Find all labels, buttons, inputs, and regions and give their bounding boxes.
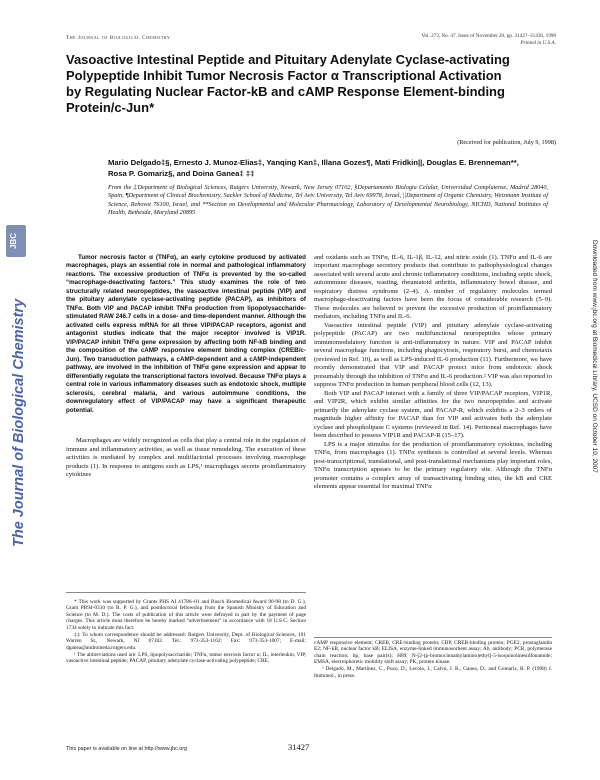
- body-paragraph: Both VIP and PACAP interact with a family of three VIP/PACAP receptors, VIP1R, and VIP2R, which exhibit similar affinities for the two neuropeptides and activate primarily the adenylate cyclase system, and PACAP-R, which exhibits a 2–3 orders of magnitude higher affinity for PACAP than for VIP and activates both the adenylate cyclase and phospholipase C systems (reviewed in Ref. 14). Peritoneal macrophages have been described to possess VIP1R and PACAP-R (15–17).: [314, 389, 552, 440]
- author-list: Mario Delgado‡§, Ernesto J. Munoz-Elias‡, Yanqing Kan‡, Illana Gozes¶, Mati Fridkin||, Douglas E. Brenneman**, Rosa P. Gomariz§, and Doina Ganea‡ ‡‡: [108, 158, 519, 178]
- printed-in-line: Printed in U.S.A.: [520, 40, 556, 46]
- footnote-divider: [66, 592, 306, 593]
- affiliations: From the ‡Department of Biological Sciences, Rutgers University, Newark, New Jersey 07102, §Departamento Biologia Celular, Universidad Complutense, Madrid 28040, Spain, ¶Department of Clinical Biochemistry, Sackler School of Medicine, Tel Aviv University, Tel Aviv 69978, Israel, ||Department of Organic Chemistry, Weizmann Institute of Science, Rehovot 76100, Israel, and **Section on Developmental and Molecular Pharmacology, Laboratory of Developmental Neurobiology, NICHD, National Institutes of Health, Bethesda, Maryland 20895: [108, 184, 548, 217]
- journal-header: The Journal of Biological Chemistry: [66, 35, 171, 41]
- abbreviations-footnote: ¹ The abbreviations used are: LPS, lipopolysaccharide; TNFα, tumor necrosis factor α; IL, interleukin; VIP, vasoactive intestinal peptide; PACAP, pituitary adenylate cyclase-activating polypeptide; CRE,: [66, 651, 306, 665]
- body-paragraph: and oxidants such as TNFα, IL-6, IL-1β, IL-12, and nitric oxide (1). TNFα and IL-6 are important macrophage secretory products that contribute to pathophysiological changes associated with several acute and chronic inflammatory conditions, including septic shock, autoimmune diseases, wasting, rheumatoid arthritis, inflammatory bowel disease, and respiratory distress syndrome (2–4). A number of regulatory molecules termed macrophage-deactivating factors have been the focus of considerable research (5–9). These molecules are believed to prevent the excessive production of proinflammatory mediators, including TNFα and IL-6.: [314, 254, 552, 321]
- right-column: [314, 254, 552, 492]
- jbc-logo-text: JBC: [9, 232, 18, 250]
- correspondence-footnote: ‡‡ To whom correspondence should be addressed: Rutgers University, Dept. of Biological Sciences, 101 Warren St., Newark, NJ 07102. Tel.: 973-353-1162; Fax: 973-353-1007; E-mail: dganea@andromeda.rutgers.edu.: [66, 631, 306, 651]
- funding-footnote: * This work was supported by Grants PHS AI 41786–01 and Busch Biomedical Award 96-98 (to D. G.), Grant PB94-0310 (to R. P. G.), and postdoctoral fellowship from the Spanish Ministry of Education and Science (to M. D.). The costs of publication of this article were defrayed in part by the payment of page charges. This article must therefore be hereby marked “advertisement” in accordance with 18 U.S.C. Section 1734 solely to indicate this fact.: [66, 599, 306, 631]
- citation-block: [421, 33, 556, 47]
- download-notice: Downloaded from www.jbc.org at Biomedical Library, UCSD on October 10, 2007: [591, 240, 598, 473]
- abstract: Tumor necrosis factor α (TNFα), an early cytokine produced by activated macrophages, plays an essential role in normal and pathological inflammatory reactions. The excessive production of TNFα is prevented by the so-called “macrophage-deactivating factors.” This study examines the role of two structurally related neuropeptides, the vasoactive intestinal peptide (VIP) and the pituitary adenylate cyclase-activating peptide (PACAP), as inhibitors of TNFα. Both VIP and PACAP inhibit TNFα production from lipopolysaccharide-stimulated RAW 246.7 cells in a dose- and time-dependent manner. Although the activated cells express mRNA for all three VIP/PACAP receptors, agonist and antagonist studies indicate that the major receptor involved is VIP1R. VIP/PACAP inhibit TNFα gene expression by affecting both NF-kB binding and the composition of the cAMP responsive element binding complex (CREB/c-Jun). Two transduction pathways, a cAMP-dependent and a cAMP-independent pathway, are involved in the inhibition of TNFα gene expression and appear to differentially regulate the transcriptional factors involved. Because TNFα plays a central role in various inflammatory diseases such as endotoxic shock, multiple sclerosis, cerebral malaria, and various autoimmune conditions, the downregulatory effect of VIP/PACAP may have a significant therapeutic potential.: [66, 254, 306, 414]
- journal-name-vertical: The Journal of Biological Chemistry: [11, 298, 27, 547]
- right-footnotes: [314, 640, 552, 680]
- body-paragraph: LPS is a major stimulus for the production of proinflammatory cytokines, including TNFα, from macrophages (1). TNFα synthesis is controlled at several levels. Whereas post-transcriptional, translational, and post-translational mechanisms play important roles, TNFα transcription appears to be the primary regulatory site. Although the TNFα promoter contains a complex array of transactivating binding sites, the kB and CRE elements appear essential for maximal TNFα: [314, 440, 552, 491]
- left-footnotes: [66, 599, 306, 665]
- citation-line: Vol. 273, No. 47, Issue of November 20, pp. 31427–31436, 1998: [421, 33, 556, 39]
- body-paragraph: Vasoactive intestinal peptide (VIP) and pituitary adenylate cyclase-activating polypeptide (PACAP) are two multifunctional neuropeptides whose primary immunomodulatory function is anti-inflammatory in nature. VIP and PACAP inhibit several macrophage functions, including phagocytosis, respiratory burst, and chemotaxis (reviewed in Ref. 10), as well as LPS-induced IL-6 production (11). Furthermore, we have recently demonstrated that VIP and PACAP protect mice from endotoxic shock presumably through the inhibition of TNFα and IL-6 production.² VIP was also reported to suppress TNFα production in human peripheral blood cells (12, 13).: [314, 321, 552, 389]
- online-availability: This paper is available on line at http://www.jbc.org: [66, 746, 188, 752]
- journal-sidebar: [2, 225, 32, 555]
- download-sidebar: [584, 240, 598, 710]
- abbreviations-footnote-cont: cAMP responsive element; CREB, CRE-binding protein; CBP, CREB-binding protein; PGE2, prostaglandin E2; NF-kB, nuclear factor kB; ELISA, enzyme-linked immunosorbent assay; Ab, antibody; PCR, polymerase chain reaction; bp, base pair(s); H89, N-[2-(p-bromocinnamylamino)ethyl]-5-isoquinolinesulfonamide; EMSA, electrophoretic mobility shift assay; PK, protein kinase.: [314, 640, 552, 666]
- intro-paragraph: Macrophages are widely recognized as cells that play a central role in the regulation of immune and inflammatory activities, as well as tissue remodeling. The execution of these activities is mediated by complex and multifactorial processes involving macrophage products (1). In response to antigens such as LPS,¹ macrophages secrete proinflammatory cytokines: [66, 437, 306, 479]
- in-press-footnote: ² Delgado, M., Martinez, C., Pozo, D., Lecota, J., Calvo, J. R., Ganea, D., and Gomariz, R. P. (1998) J. Immunol., in press.: [314, 666, 552, 679]
- page-number: 31427: [288, 742, 310, 752]
- left-column: [66, 254, 306, 480]
- received-date: (Received for publication, July 9, 1998): [457, 139, 556, 146]
- footnote-divider: [314, 637, 552, 638]
- article-title: Vasoactive Intestinal Peptide and Pituitary Adenylate Cyclase-activating Polypeptide Inhibit Tumor Necrosis Factor α Transcriptional Activation by Regulating Nuclear Factor-kB and cAMP Response Element-binding Protein/c-Jun*: [66, 52, 510, 115]
